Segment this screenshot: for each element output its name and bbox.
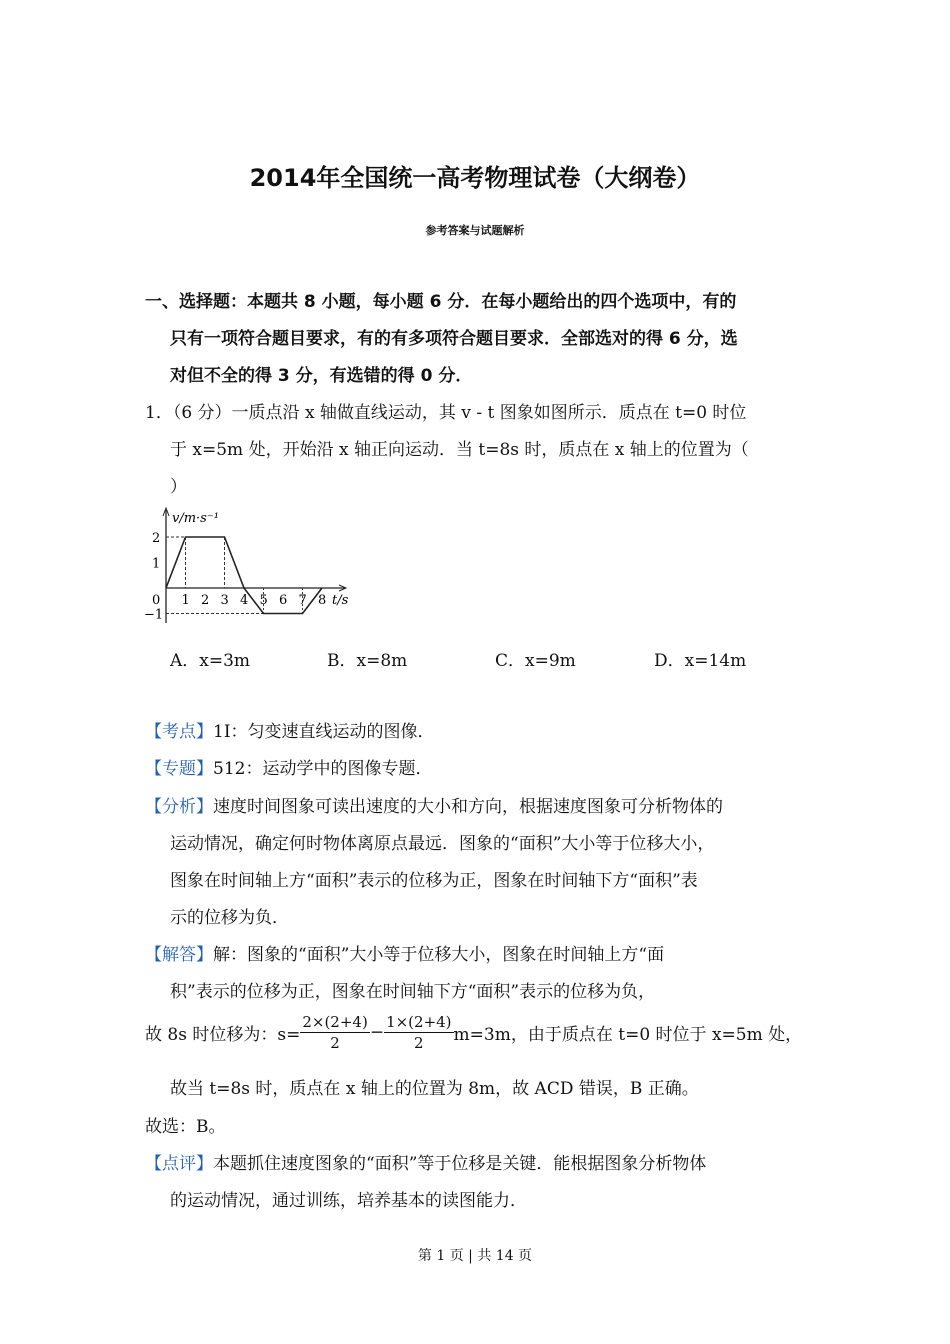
fraction-1 [300, 1012, 369, 1053]
x-tick-label: 1 [181, 593, 190, 608]
numerator: 1×(2+4) [386, 1013, 452, 1031]
x-axis-label: t/s [332, 593, 349, 608]
page-title: 2014年全国统一高考物理试卷（大纲卷） [249, 164, 701, 192]
denominator: 2 [330, 1034, 340, 1052]
answer-choice: 故选：B。 [145, 1117, 226, 1137]
option-c: C．x=9m [495, 651, 576, 671]
zhuanti-text: 512：运动学中的图像专题． [213, 759, 433, 779]
fenxi-text: 图象在时间轴上方“面积”表示的位移为正，图象在时间轴下方“面积”表 [170, 871, 698, 891]
x-tick-label: 6 [279, 593, 288, 608]
x-tick-label: 5 [259, 593, 268, 608]
numerator: 2×(2+4) [302, 1013, 368, 1031]
fenxi-text: 运动情况，确定何时物体离原点最远．图象的“面积”大小等于位移大小， [170, 834, 715, 854]
jieda-text: 解：图象的“面积”大小等于位移大小，图象在时间轴上方“面 [213, 945, 665, 965]
section-heading: 对但不全的得 3 分，有选错的得 0 分． [170, 366, 473, 386]
formula-line [145, 1012, 802, 1053]
kaodian-tag: 【考点】 [145, 722, 213, 742]
question-text: 于 x=5m 处，开始沿 x 轴正向运动．当 t=8s 时，质点在 x 轴上的位置为（ [170, 440, 749, 460]
x-tick-label: 8 [318, 593, 327, 608]
y-tick-label: 0 [152, 593, 161, 608]
option-d: D．x=14m [654, 651, 747, 671]
y-tick-label: 1 [152, 556, 161, 572]
y-axis-label: v/m·s⁻¹ [172, 511, 219, 526]
fraction-2 [384, 1012, 453, 1053]
y-tick-label: 2 [152, 531, 161, 546]
fenxi-tag: 【分析】 [145, 797, 213, 817]
x-tick-label: 7 [298, 593, 307, 608]
zhuanti-tag: 【专题】 [145, 759, 213, 779]
dianping-tag: 【点评】 [145, 1154, 213, 1174]
option-a: A．x=3m [170, 651, 251, 671]
fenxi-text: 速度时间图象可读出速度的大小和方向，根据速度图象可分析物体的 [213, 797, 723, 817]
question-text: ） [170, 477, 187, 497]
y-tick-label: −1 [144, 607, 164, 623]
x-tick-label: 3 [220, 593, 229, 608]
conclusion-text: 故当 t=8s 时，质点在 x 轴上的位置为 8m，故 ACD 错误，B 正确。 [170, 1079, 699, 1099]
formula-prefix: 故 8s 时位移为：s= [145, 1025, 301, 1045]
page-footer: 第 1 页 | 共 14 页 [417, 1248, 533, 1264]
formula-suffix: m=3m，由于质点在 t=0 时位于 x=5m 处， [453, 1025, 803, 1045]
kaodian-text: 1I：匀变速直线运动的图像． [213, 722, 435, 742]
vt-graph [140, 500, 360, 635]
question-text: 1．（6 分）一质点沿 x 轴做直线运动，其 v - t 图象如图所示．质点在 t=0 时位 [145, 403, 747, 423]
dianping-text: 的运动情况，通过训练，培养基本的读图能力． [170, 1191, 527, 1211]
page-subtitle: 参考答案与试题解析 [425, 224, 525, 237]
section-heading: 只有一项符合题目要求，有的有多项符合题目要求．全部选对的得 6 分，选 [170, 329, 738, 349]
fenxi-text: 示的位移为负． [170, 908, 289, 928]
section-heading: 一、选择题：本题共 8 小题，每小题 6 分．在每小题给出的四个选项中，有的 [145, 292, 737, 312]
denominator: 2 [414, 1034, 424, 1052]
x-tick-label: 2 [201, 593, 210, 608]
jieda-tag: 【解答】 [145, 945, 213, 965]
option-b: B．x=8m [327, 651, 408, 671]
jieda-text: 积”表示的位移为正，图象在时间轴下方“面积”表示的位移为负， [170, 982, 656, 1002]
dianping-text: 本题抓住速度图象的“面积”等于位移是关键．能根据图象分析物体 [213, 1154, 707, 1174]
minus-sign: − [369, 1022, 385, 1043]
x-tick-label: 4 [240, 593, 249, 608]
